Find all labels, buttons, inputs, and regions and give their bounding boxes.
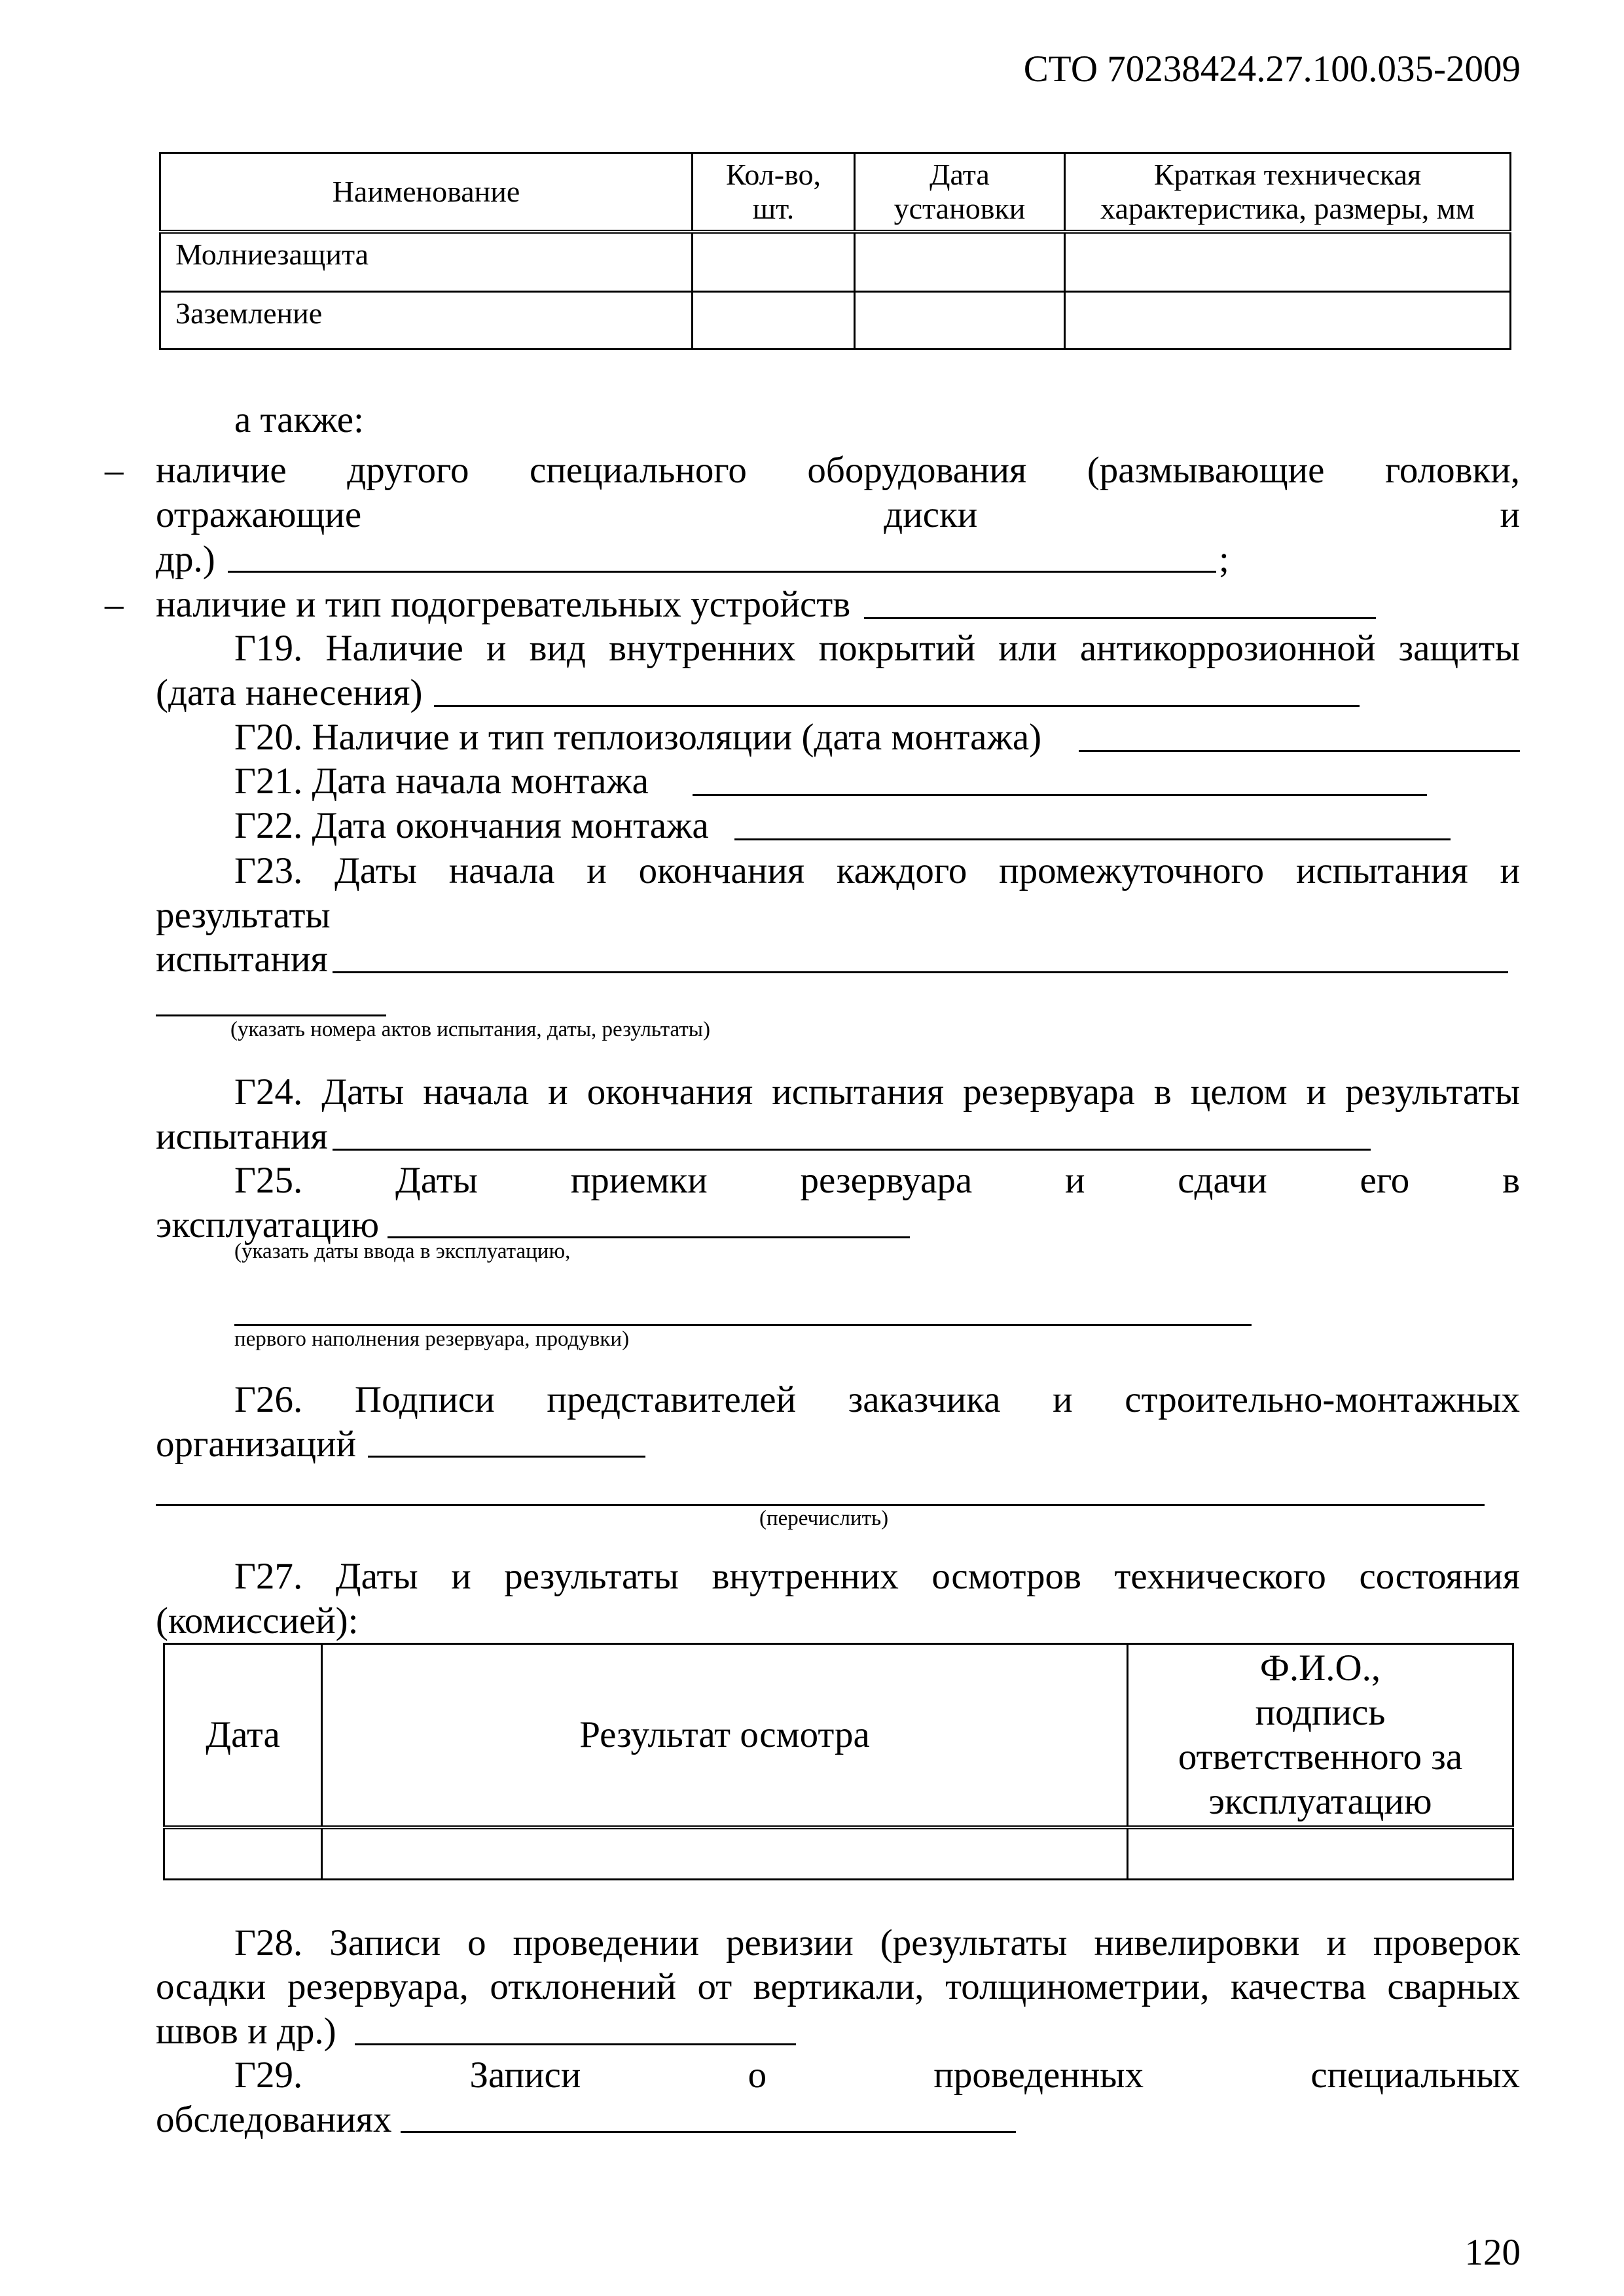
- fill-line: [864, 617, 1376, 619]
- table-cell: [1065, 232, 1511, 292]
- fill-line: [333, 1149, 1371, 1151]
- dash1-line2: отражающие диски и: [156, 494, 1520, 535]
- table-cell: [855, 292, 1065, 350]
- table-row: [160, 232, 1511, 292]
- g23-line3: испытания: [156, 939, 328, 980]
- column-header-responsible: Ф.И.О., подпись ответственного за эксплуатацию: [1128, 1644, 1513, 1827]
- g22-line: Г22. Дата окончания монтажа: [234, 805, 709, 846]
- column-header-install-date: Дата установки: [855, 153, 1065, 232]
- table-header-row: [160, 153, 1511, 232]
- g27-line1: Г27. Даты и результаты внутренних осмотров технического состояния: [234, 1556, 1520, 1597]
- fill-line: [355, 2043, 796, 2045]
- g24-line2: испытания: [156, 1116, 328, 1157]
- fill-line: [734, 838, 1451, 840]
- column-header-date: Дата: [164, 1644, 322, 1827]
- fill-line: [228, 571, 1216, 573]
- g28-line2: осадки резервуара, отклонений от вертикали, толщинометрии, качества сварных: [156, 1966, 1520, 2007]
- row-label-lightning: Молниезащита: [160, 232, 693, 292]
- inspection-table: [163, 1643, 1514, 1880]
- table-cell: [1065, 292, 1511, 350]
- document-code: СТО 70238424.27.100.035-2009: [1023, 48, 1521, 90]
- g25-line1: Г25. Даты приемки резервуара и сдачи его в: [234, 1160, 1520, 1201]
- g27-line2: (комиссией):: [156, 1600, 359, 1641]
- fill-line: [1079, 750, 1520, 752]
- column-header-characteristics: Краткая техническая характеристика, размеры, мм: [1065, 153, 1511, 232]
- dash1-semicolon: ;: [1219, 539, 1229, 580]
- table-row: [164, 1827, 1513, 1880]
- table-row: [160, 292, 1511, 350]
- table-cell: [693, 232, 855, 292]
- column-header-name: Наименование: [160, 153, 693, 232]
- column-header-quantity: Кол-во, шт.: [693, 153, 855, 232]
- g28-line3: швов и др.): [156, 2011, 336, 2052]
- fill-line: [693, 794, 1427, 796]
- g29-line1: Г29. Записи о проведенных специальных: [234, 2054, 1520, 2096]
- g26-note: (перечислить): [759, 1507, 889, 1530]
- g23-line2: результаты: [156, 895, 331, 936]
- dash1-line1: наличие другого специального оборудования (размывающие головки,: [156, 450, 1520, 491]
- g26-line1: Г26. Подписи представителей заказчика и строительно-монтажных: [234, 1379, 1520, 1420]
- table-cell: [693, 292, 855, 350]
- table-cell: [164, 1827, 322, 1880]
- dash1-line3: др.): [156, 539, 215, 580]
- table-cell: [855, 232, 1065, 292]
- fill-line: [156, 1014, 386, 1016]
- table-cell: [1128, 1827, 1513, 1880]
- g24-line1: Г24. Даты начала и окончания испытания резервуара в целом и результаты: [234, 1071, 1520, 1113]
- g29-line2: обследованиях: [156, 2099, 392, 2140]
- fill-line: [401, 2131, 1016, 2133]
- g19-line2: (дата нанесения): [156, 672, 423, 713]
- also-label: а также:: [234, 399, 364, 440]
- g23-line1: Г23. Даты начала и окончания каждого промежуточного испытания и: [234, 850, 1520, 891]
- dash-bullet: –: [105, 584, 124, 625]
- dash2-line: наличие и тип подогревательных устройств: [156, 584, 851, 625]
- g21-line: Г21. Дата начала монтажа: [234, 761, 649, 802]
- dash-bullet: –: [105, 450, 124, 491]
- equipment-table: [159, 152, 1511, 350]
- row-label-grounding: Заземление: [160, 292, 693, 350]
- fill-line: [234, 1324, 1252, 1326]
- column-header-result: Результат осмотра: [322, 1644, 1128, 1827]
- fill-line: [434, 705, 1360, 707]
- g28-line1: Г28. Записи о проведении ревизии (результаты нивелировки и проверок: [234, 1922, 1520, 1964]
- fill-line: [368, 1456, 645, 1458]
- g23-note: (указать номера актов испытания, даты, результаты): [230, 1018, 710, 1041]
- page-number: 120: [1464, 2232, 1521, 2273]
- g20-line: Г20. Наличие и тип теплоизоляции (дата монтажа): [234, 717, 1042, 758]
- g19-line1: Г19. Наличие и вид внутренних покрытий или антикоррозионной защиты: [234, 628, 1520, 669]
- g25-note2: первого наполнения резервуара, продувки): [234, 1327, 630, 1351]
- table-header-row: [164, 1644, 1513, 1827]
- fill-line: [156, 1504, 1485, 1506]
- fill-line: [333, 971, 1508, 973]
- table-cell: [322, 1827, 1128, 1880]
- fill-line: [388, 1236, 910, 1238]
- g26-line2: организаций: [156, 1424, 357, 1465]
- g25-note1: (указать даты ввода в эксплуатацию,: [234, 1240, 571, 1263]
- g25-line2: эксплуатацию: [156, 1204, 380, 1246]
